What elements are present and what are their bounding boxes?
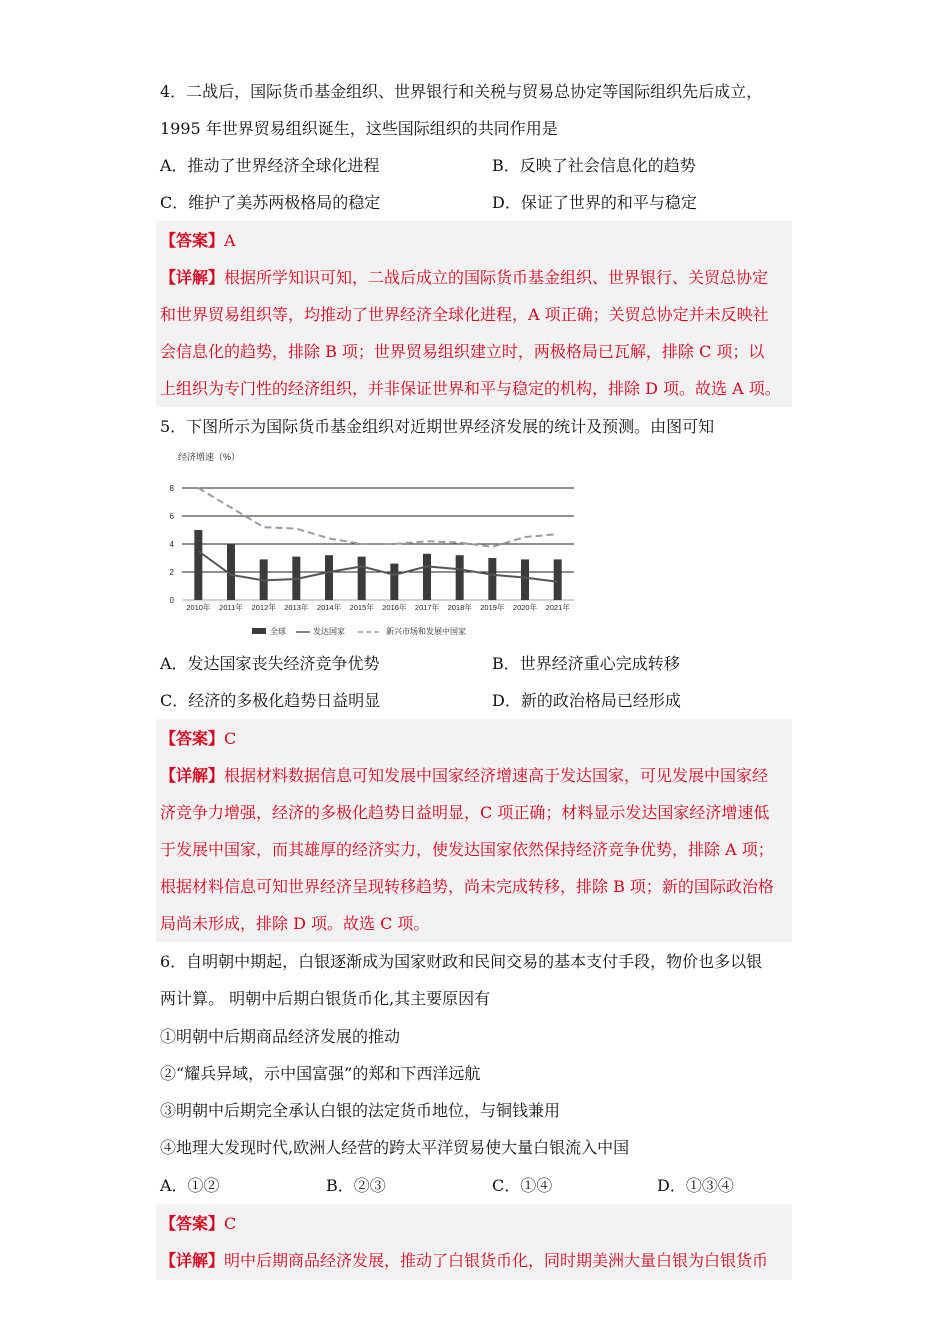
q4-option-d: D．保证了世界的和平与稳定 — [492, 193, 697, 212]
q5-detail-line1 — [160, 766, 768, 786]
chart-bars — [194, 530, 561, 600]
y-tick-label: 2 — [169, 568, 174, 577]
q5-answer-block — [156, 719, 792, 942]
bar-global — [423, 554, 431, 600]
legend-label-developed: 发达国家 — [313, 627, 345, 636]
q5-option-a: A．发达国家丧失经济竞争优势 — [160, 654, 380, 673]
q6-stem-line1: 6．自明朝中期起，白银逐渐成为国家财政和民间交易的基本支付手段，物价也多以银 — [160, 952, 763, 971]
q6-item-3: ③明朝中后期完全承认白银的法定货币地位，与铜钱兼用 — [160, 1101, 561, 1120]
q5-option-b: B．世界经济重心完成转移 — [492, 654, 680, 673]
bar-global — [358, 557, 366, 600]
x-tick-label: 2019年 — [480, 603, 505, 612]
q5-answer-line — [160, 729, 236, 749]
q4-option-a: A．推动了世界经济全球化进程 — [160, 156, 380, 175]
bar-global — [390, 564, 398, 600]
q6-option-a: A．①② — [160, 1176, 220, 1195]
chart-legend — [252, 626, 466, 636]
q5-stem: 5．下图所示为国际货币基金组织对近期世界经济发展的统计及预测。由图可知 — [160, 417, 715, 436]
answer-value: A — [224, 231, 236, 250]
bar-global — [194, 530, 202, 600]
answer-value: C — [224, 1214, 237, 1233]
q4-option-b: B．反映了社会信息化的趋势 — [492, 156, 696, 175]
growth-chart — [160, 448, 580, 644]
detail-text: 明中后期商品经济发展，推动了白银货币化，同时期美洲大量白银为白银货币 — [224, 1251, 769, 1270]
q6-option-b: B．②③ — [326, 1176, 386, 1195]
answer-value: C — [224, 729, 237, 748]
q4-detail-line3: 会信息化的趋势，排除 B 项；世界贸易组织建立时，两极格局已瓦解，排除 C 项；以 — [160, 342, 765, 361]
x-tick-label: 2013年 — [284, 603, 309, 612]
x-tick-label: 2016年 — [382, 603, 407, 612]
answer-tag: 【答案】 — [160, 729, 225, 748]
chart-yticks — [170, 484, 175, 605]
detail-tag: 【详解】 — [160, 268, 225, 287]
line-developed — [198, 551, 557, 582]
detail-text: 根据所学知识可知，二战后成立的国际货币基金组织、世界银行、关贸总协定 — [224, 268, 769, 287]
q6-item-2: ②“耀兵异域，示中国富强”的郑和下西洋远航 — [160, 1064, 481, 1083]
q6-detail-line1 — [160, 1251, 768, 1271]
q5-detail-line2: 济竞争力增强，经济的多极化趋势日益明显，C 项正确；材料显示发达国家经济增速低 — [160, 803, 770, 822]
chart-ylabel: 经济增速（%） — [178, 452, 241, 462]
q4-detail-line2: 和世界贸易组织等，均推动了世界经济全球化进程，A 项正确；关贸总协定并未反映社 — [160, 305, 769, 324]
detail-tag: 【详解】 — [160, 1251, 225, 1270]
y-tick-label: 6 — [169, 512, 174, 521]
bar-global — [521, 559, 529, 600]
bar-global — [488, 558, 496, 600]
chart-lines — [198, 488, 557, 582]
y-tick-label: 0 — [169, 596, 174, 605]
q6-item-1: ①明朝中后期商品经济发展的推动 — [160, 1027, 401, 1046]
x-tick-label: 2021年 — [545, 603, 570, 612]
q6-item-4: ④地理大发现时代,欧洲人经营的跨太平洋贸易使大量白银流入中国 — [160, 1138, 630, 1157]
q4-stem-line1: 4．二战后，国际货币基金组织、世界银行和关税与贸易总协定等国际组织先后成立， — [160, 82, 763, 101]
q6-stem-line2: 两计算。 明朝中后期白银货币化,其主要原因有 — [160, 989, 491, 1008]
q4-detail-line4: 上组织为专门性的经济组织，并非保证世界和平与稳定的机构，排除 D 项。故选 A 项。 — [160, 379, 781, 398]
q4-answer-block — [156, 221, 792, 407]
bar-global — [456, 555, 464, 600]
bar-global — [554, 559, 562, 600]
q5-detail-line4: 根据材料信息可知世界经济呈现转移趋势，尚未完成转移，排除 B 项；新的国际政治格 — [160, 877, 774, 896]
legend-swatch-global — [252, 628, 266, 634]
q5-option-d: D．新的政治格局已经形成 — [492, 691, 681, 710]
bar-global — [325, 555, 333, 600]
q6-answer-block — [156, 1204, 792, 1280]
x-tick-label: 2010年 — [186, 603, 211, 612]
x-tick-label: 2017年 — [414, 603, 440, 612]
q6-option-d: D．①③④ — [657, 1176, 734, 1195]
x-tick-label: 2012年 — [251, 603, 276, 612]
answer-tag: 【答案】 — [160, 1214, 225, 1233]
detail-text: 根据材料数据信息可知发展中国家经济增速高于发达国家，可见发展中国家经 — [224, 766, 769, 785]
x-tick-label: 2014年 — [316, 603, 342, 612]
q4-stem-line2: 1995 年世界贸易组织诞生，这些国际组织的共同作用是 — [160, 119, 558, 138]
q5-detail-line5: 局尚未形成，排除 D 项。故选 C 项。 — [160, 914, 430, 933]
q5-detail-line3: 于发展中国家，而其雄厚的经济实力，使发达国家依然保持经济竞争优势，排除 A 项； — [160, 840, 774, 859]
x-tick-label: 2015年 — [349, 603, 374, 612]
detail-tag: 【详解】 — [160, 766, 225, 785]
x-tick-label: 2020年 — [512, 603, 538, 612]
q4-answer-line — [160, 231, 236, 251]
x-tick-label: 2018年 — [447, 603, 472, 612]
chart-xticks — [186, 602, 570, 612]
legend-label-global: 全球 — [270, 627, 286, 636]
q4-option-c: C．维护了美苏两极格局的稳定 — [160, 193, 381, 212]
line-emerging — [198, 488, 557, 547]
legend-label-emerging: 新兴市场和发展中国家 — [386, 627, 466, 636]
y-tick-label: 8 — [169, 484, 174, 493]
q6-answer-line — [160, 1214, 236, 1234]
answer-tag: 【答案】 — [160, 231, 225, 250]
y-tick-label: 4 — [169, 540, 174, 549]
x-tick-label: 2011年 — [219, 603, 243, 612]
q5-option-c: C．经济的多极化趋势日益明显 — [160, 691, 381, 710]
q6-option-c: C．①④ — [492, 1176, 553, 1195]
q4-detail-line1 — [160, 268, 768, 288]
